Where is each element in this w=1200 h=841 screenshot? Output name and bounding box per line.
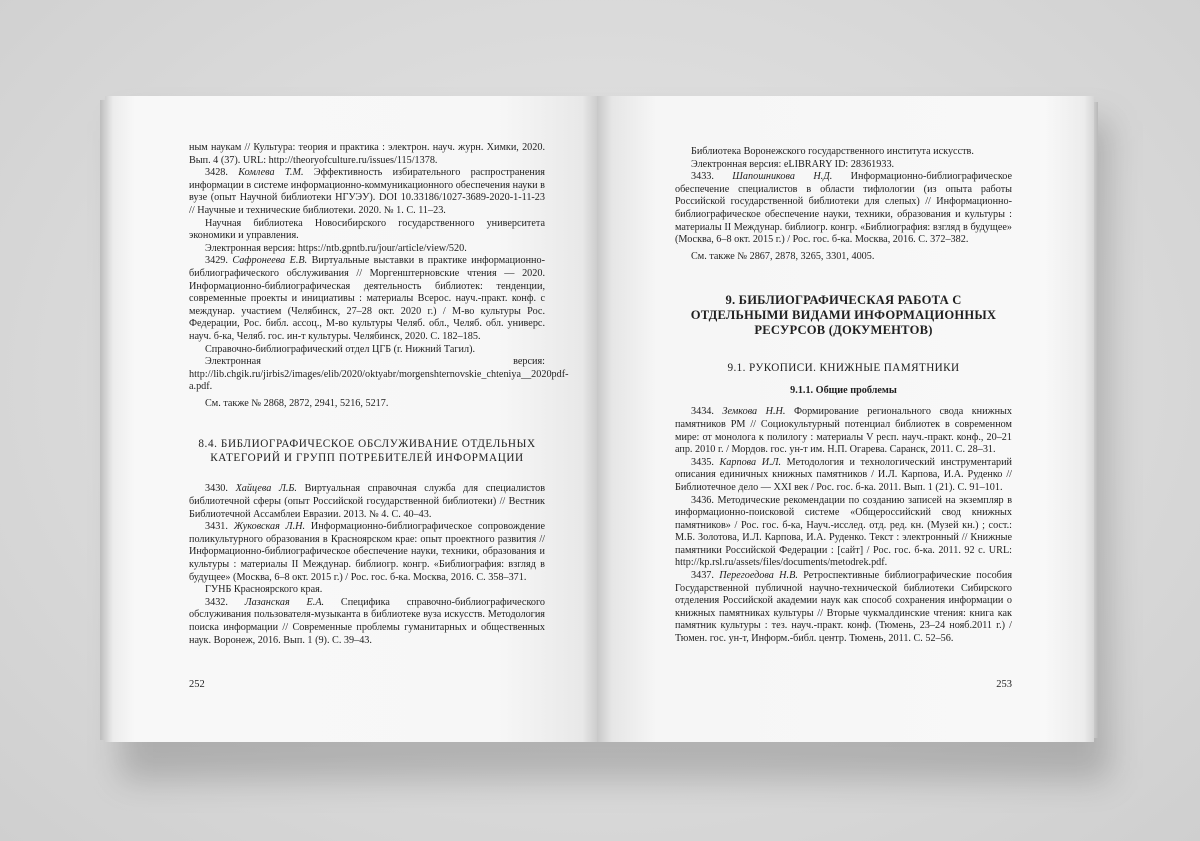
entry-text: Научная библиотека Новосибирского государственного университета экономики и управления.	[189, 217, 545, 242]
entry-author: Карпова И.Л.	[719, 456, 782, 468]
entry-text: Справочно-библиографический отдел ЦГБ (г. Нижний Тагил).	[205, 343, 476, 355]
entry-note	[189, 398, 545, 411]
entry-note	[189, 142, 545, 167]
right-entries-2	[675, 406, 1012, 645]
entry-text: Электронная версия: https://ntb.gpntb.ru/jour/article/view/520.	[205, 242, 467, 254]
entry-text: Информационно-библиографическое обеспечение специалистов в области тифлологии (из опыта работы Российской государственной библиотеки для слепых) // Информационно-библиографическое обеспечение науки, техники, образования и культуры : материалы II Междунар. библиогр. конгр. «Библиография: взгляд в будущее» (Москва, 6–8 окт. 2015 г.) / Рос. гос. б-ка. Москва, 2016. С. 372–382.	[675, 171, 1012, 246]
entry-number: 3432.	[205, 596, 245, 608]
right-entries	[675, 146, 1012, 263]
entry-note	[675, 146, 1012, 159]
section-heading-9-1: 9.1. РУКОПИСИ. КНИЖНЫЕ ПАМЯТНИКИ	[727, 362, 960, 375]
entry-text: Информационно-библиографическое сопровождение поликультурного образования в Красноярском крае: опыт проектного развития // Информационно-библиографическое обеспечение науки, техники, образования и культуры : материалы II Междунар. библиогр. конгр. «Библиография: взгляд в будущее» (Москва, 6–8 окт. 2015 г.) / Рос. гос. б-ка. Москва, 2016. С. 358–371.	[189, 521, 545, 583]
entry-number: 3428.	[205, 167, 239, 179]
left-entries	[189, 142, 569, 410]
entry-text: Электронная версия: eLIBRARY ID: 28361933.	[691, 158, 895, 170]
entry-number: 3437.	[691, 570, 720, 582]
entry-author: Земкова Н.Н.	[722, 406, 786, 418]
bibliography-entry	[189, 255, 545, 343]
entry-text: Библиотека Воронежского государственного института искусств.	[691, 146, 974, 157]
entry-author: Лазанская Е.А.	[244, 596, 325, 608]
left-entries-2	[189, 483, 545, 647]
entry-note	[189, 356, 569, 394]
entry-text: Ретроспективные библиографические пособия Государственной публичной научно-технической библиотеки Сибирского отделения Российской академии наук как способ сохранения информации о книжных памятниках культуры // Вторые чукмалдинские чтения: книга как памятник культуры : тез. науч.-практ. конф. (Тюмень, 23–24 нояб.2011 г.) / Тюмен. гос. ун-т, Информ.-библ. центр. Тюмень, 2011. С. 52–56.	[675, 570, 1013, 645]
entry-text: Методология и технологический инструментарий описания единичных книжных памятников / И.Л. Карпова, И.А. Руденко // Библиотечное дело — XXI век / Рос. гос. б-ка. 2011. Вып. 1 (21). С. 91–101.	[675, 456, 1013, 493]
entry-note	[675, 251, 1012, 264]
page-number-right: 253	[996, 679, 1012, 690]
entry-text: ГУНБ Красноярского края.	[205, 584, 323, 596]
entry-text: Виртуальные выставки в практике информационно-библиографического обслуживания // Моргенштерновские чтения — 2020. Информационно-библиографическая деятельность библиотек: тенденции, современные проекты и инициативы : материалы Всерос. науч.-практ. конф. с междунар. участием (Челябинск, 27–28 окт. 2020 г.) / М-во культуры Рос. Федерации, Рос. библ. ассоц., М-во культуры Челяб. обл., Челяб. обл. универс. науч. б-ка, Челяб. гос. ин-т культуры. Челябинск, 2020. С. 182–185.	[189, 255, 545, 342]
entry-note	[189, 218, 545, 243]
entry-author: Шапошникова Н.Д.	[732, 171, 833, 183]
bibliography-entry	[675, 570, 1012, 646]
section-heading-8-4: 8.4. БИБЛИОГРАФИЧЕСКОЕ ОБСЛУЖИВАНИЕ ОТДЕЛЬНЫХ КАТЕГОРИЙ И ГРУПП ПОТРЕБИТЕЛЕЙ ИНФОРМАЦИИ	[198, 438, 536, 464]
entry-number: 3431.	[205, 521, 234, 533]
entry-number: 3429.	[205, 255, 233, 267]
entry-text: Электронная версия: http://lib.chgik.ru/jirbis2/images/elib/2020/oktyabr/morgenshternovskie_chteniya__2020pdf-a.pdf.	[189, 356, 569, 393]
chapter-heading-9: 9. БИБЛИОГРАФИЧЕСКАЯ РАБОТА С ОТДЕЛЬНЫМИ ВИДАМИ ИНФОРМАЦИОННЫХ РЕСУРСОВ (ДОКУМЕНТОВ)	[690, 293, 997, 338]
entry-author: Комлева Т.М.	[238, 167, 304, 179]
bibliography-entry	[189, 597, 545, 647]
bibliography-entry	[675, 406, 1012, 456]
entry-author: Перегоедова Н.В.	[719, 570, 798, 582]
bibliography-entry	[189, 167, 545, 217]
bibliography-entry	[189, 521, 545, 584]
entry-number: 3435.	[691, 456, 720, 468]
entry-text: Специфика справочно-библиографического обслуживания пользователя-музыканта в библиотеке вуза искусств. Методология поиска информации // Современные проблемы гуманитарных и общественных наук. Воронеж, 2016. Вып. 1 (9). С. 39–43.	[189, 596, 545, 646]
entry-number: 3433.	[691, 171, 733, 183]
bibliography-entry	[675, 495, 1012, 571]
entry-note	[189, 584, 545, 597]
bibliography-entry	[189, 483, 545, 521]
left-page	[105, 96, 597, 742]
bibliography-entry	[675, 171, 1012, 247]
entry-number: 3430.	[205, 483, 236, 495]
bibliography-entry	[675, 457, 1012, 495]
entry-author: Сафронеева Е.В.	[232, 255, 308, 267]
entry-text: Виртуальная справочная служба для специалистов библиотечной сферы (опыт Российской государственной библиотеки) // Вестник Библиотечной Ассамблеи Евразии. 2013. № 4. С. 40–43.	[189, 483, 546, 520]
entry-text: Формирование регионального свода книжных памятников РМ // Социокультурный потенциал библиотек в современном мире: от монолога к полилогу : материалы V респ. науч.-практ. конф., 20–21 апр. 2010 г. / Мордов. гос. ун-т им. Н.П. Огарева. Саранск, 2011. С. 28–31.	[675, 406, 1012, 456]
entry-author: Жуковская Л.Н.	[233, 521, 306, 533]
entry-note	[189, 243, 545, 256]
entry-text: ным наукам // Культура: теория и практика : электрон. науч. журн. Химки, 2020. Вып. 4 (37). URL: http://theoryofculture.ru/issues/115/1378.	[189, 142, 545, 166]
right-page	[597, 96, 1094, 742]
entry-number: 3434.	[691, 406, 723, 418]
entry-author: Хайцева Л.Б.	[235, 483, 297, 495]
subsection-heading-9-1-1: 9.1.1. Общие проблемы	[790, 385, 897, 397]
entry-text: Эффективность избирательного распространения информации в системе информационно-коммуникационного обеспечения науки в вузе (опыт Научной библиотеки НГУЭУ). DOI 10.33186/1027-3689-2020-1-11-23 // Научные и технические библиотеки. 2020. № 1. С. 11–23.	[189, 167, 545, 216]
entry-note	[189, 344, 545, 357]
entry-text: Методические рекомендации по созданию записей на экземпляр в информационно-поисковой системе «Общероссийский свод книжных памятников» / Рос. гос. б-ка, Науч.-исслед. отд. ред. кн. (Музей кн.) ; сост.: М.Б. Золотова, И.Л. Карпова, И.А. Руденко. Текст : электронный // Книжные памятники Российской Федерации : [сайт] / Рос. гос. б-ка. 2011. 92 с. URL: http://kp.rsl.ru/assets/files/documents/metodrek.pdf.	[675, 494, 1013, 569]
entry-text: См. также № 2867, 2878, 3265, 3301, 4005.	[691, 250, 875, 262]
page-number-left: 252	[189, 679, 205, 690]
entry-note	[675, 159, 1012, 172]
entry-number: 3436.	[691, 494, 718, 506]
entry-text: См. также № 2868, 2872, 2941, 5216, 5217.	[205, 397, 389, 409]
